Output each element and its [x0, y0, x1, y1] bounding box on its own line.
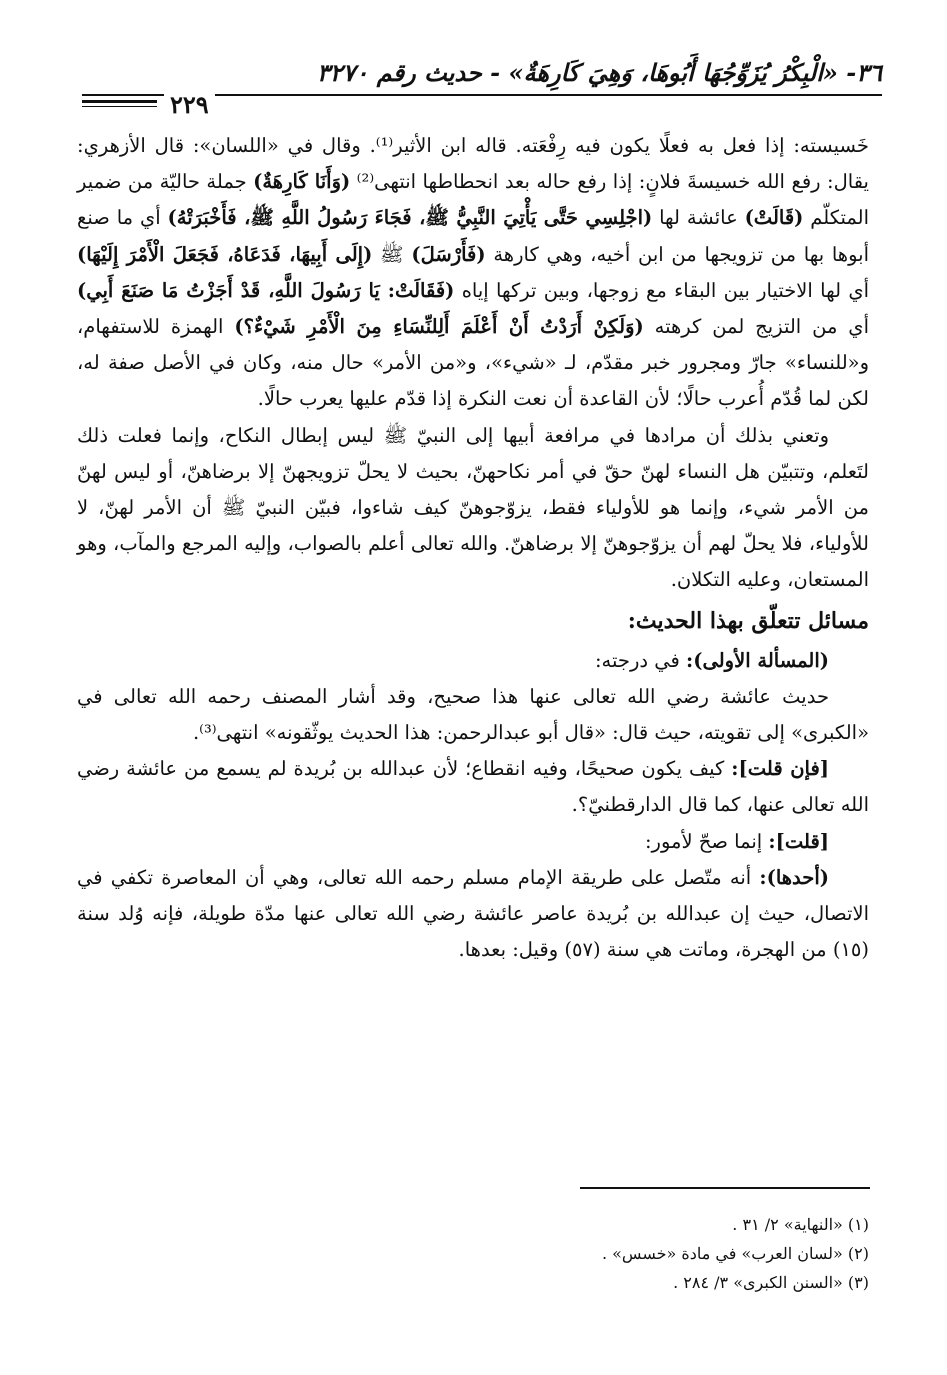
header-title: ٣٦- «الْبِكْرُ يُزَوِّجُهَا أَبُوهَا، وَهِيَ كَارِهَةٌ» - حديث رقم ٣٢٧٠	[316, 58, 882, 87]
text-run: عائشة لها	[652, 206, 745, 230]
hadith-quote: (فَقَالَتْ: يَا رَسُولَ اللَّهِ، قَدْ أَجَزْتُ مَا صَنَعَ أَبِي)	[77, 278, 455, 302]
hadith-quote: (اجْلِسِي حَتَّى يَأْتِيَ النَّبِيُّ ﷺ، فَجَاءَ رَسُولُ اللَّهِ ﷺ، فَأَخْبَرَتْهُ)	[167, 206, 653, 230]
issue-one	[77, 643, 869, 679]
text-run: الهمزة للاستفهام، و«للنساء» جارّ ومجرور خبر مقدّم، لـ «شيء»، و«من الأمر» حال منه، وكان في الأصل صفة له، لكن لما قُدّم أُعرب حالًا؛ لأن القاعدة أن نعت النكرة إذا قدّم عليها يعرب حالًا.	[77, 315, 869, 411]
issue-text: في درجته:	[594, 648, 687, 672]
footnote-3: (٣) «السنن الكبرى» ٣/ ٢٨٤ .	[673, 1273, 869, 1292]
footnotes	[77, 1210, 869, 1297]
header-rule-thin	[82, 106, 157, 107]
reply-text: إنما صحّ لأمور:	[644, 829, 769, 853]
hadith-quote: (وَلَكِنْ أَرَدْتُ أَنْ أَعْلَمَ أَلِلنِّسَاءِ مِنَ الْأَمْرِ شَيْءٌ؟)	[234, 315, 644, 339]
objection-text: كيف يكون صحيحًا، وفيه انقطاع؛ لأن عبدالله بن بُريدة لم يسمع من عائشة رضي الله تعالى عنها، كما قال الدارقطنيّ؟.	[77, 757, 869, 817]
hadith-quote: (فَأَرْسَلَ)	[411, 242, 486, 266]
objection	[77, 751, 869, 823]
issue-label: (المسألة الأولى):	[686, 648, 829, 672]
reply-label: [قلت]:	[768, 829, 829, 853]
paragraph-3: حديث عائشة رضي الله تعالى عنها هذا صحيح، وقد أشار المصنف رحمه الله تعالى في «الكبرى» إلى تقويته، حيث قال: «قال أبو عبدالرحمن: هذا الحديث يوثّقونه» انتهى⁽³⁾.	[77, 684, 869, 745]
text-run: جملة حاليّة من ضمير المتكلّم	[77, 170, 869, 230]
text-run: أي من التزيج لمن كرهته	[643, 315, 869, 339]
hadith-quote: (إِلَى أَبِيهَا، فَدَعَاهُ، فَجَعَلَ الْأَمْرَ إِلَيْهَا)	[77, 242, 373, 266]
page-number: ٢٢٩	[164, 90, 215, 119]
paragraph-2: وتعني بذلك أن مرادها في مرافعة أبيها إلى النبيّ ﷺ ليس إبطال النكاح، وإنما فعلت ذلك لتَعلم، وتتبيّن هل النساء لهنّ حقّ في أمر نكاحهنّ، بحيث لا يحلّ تزويجهنّ إلا برضاهنّ، أو ليس لهنّ من الأمر شيء، وإنما هو للأولياء فقط، يزوّجوهنّ كيف شاءوا، فبيّن النبيّ ﷺ أن الأمر لهنّ، لا للأولياء، فلا يحلّ لهم أن يزوّجوهنّ إلا برضاهنّ. والله تعالى أعلم بالصواب، وإليه المرجع والمآب، وهو المستعان، وعليه التكلان.	[77, 423, 869, 592]
footnote-2: (٢) «لسان العرب» في مادة «خسس» .	[601, 1244, 869, 1263]
reason-text: أنه متّصل على طريقة الإمام مسلم رحمه الله تعالى، وهي أن المعاصرة تكفي في الاتصال، حيث إن عبدالله بن بُريدة عاصر عائشة رضي الله تعالى عنها مدّة طويلة، فإنه وُلد سنة (١٥) من الهجرة، وماتت هي سنة (٥٧) وقيل: بعدها.	[77, 865, 869, 962]
header-rule-thick	[82, 100, 157, 103]
first-reason	[77, 860, 869, 969]
hadith-quote: (قَالَتْ)	[744, 206, 804, 230]
footnote-rule	[580, 1187, 870, 1189]
paragraph-1	[77, 128, 869, 418]
hadith-quote: (وَأَنَا كَارِهَةٌ)	[253, 170, 351, 194]
reply	[77, 824, 869, 860]
footnote-1: (١) «النهاية» ٢/ ٣١ .	[732, 1215, 869, 1234]
text-run: أي لها الاختيار بين البقاء مع زوجها، وبين تركها إياه	[454, 278, 869, 302]
reason-label: (أحدها):	[759, 865, 829, 889]
objection-label: [فإن قلت]:	[731, 757, 830, 781]
running-header	[82, 58, 882, 119]
text-run: ﷺ	[372, 242, 412, 266]
text-run: خَسيسته: إذا فعل به فعلًا يكون فيه رِفْعَته. قاله ابن الأثير⁽¹⁾. وقال في «اللسان»: قال الأزهري: يقال: رفع الله خسيسةَ فلانٍ: إذا رفع حاله بعد انحطاطها انتهى⁽²⁾	[77, 134, 869, 194]
main-text	[77, 128, 869, 968]
section-heading: مسائل تتعلّق بهذا الحديث:	[627, 607, 869, 634]
text-run: أي ما صنع أبوها بها من تزويجها من ابن أخيه، وهي كارهة	[77, 206, 870, 266]
